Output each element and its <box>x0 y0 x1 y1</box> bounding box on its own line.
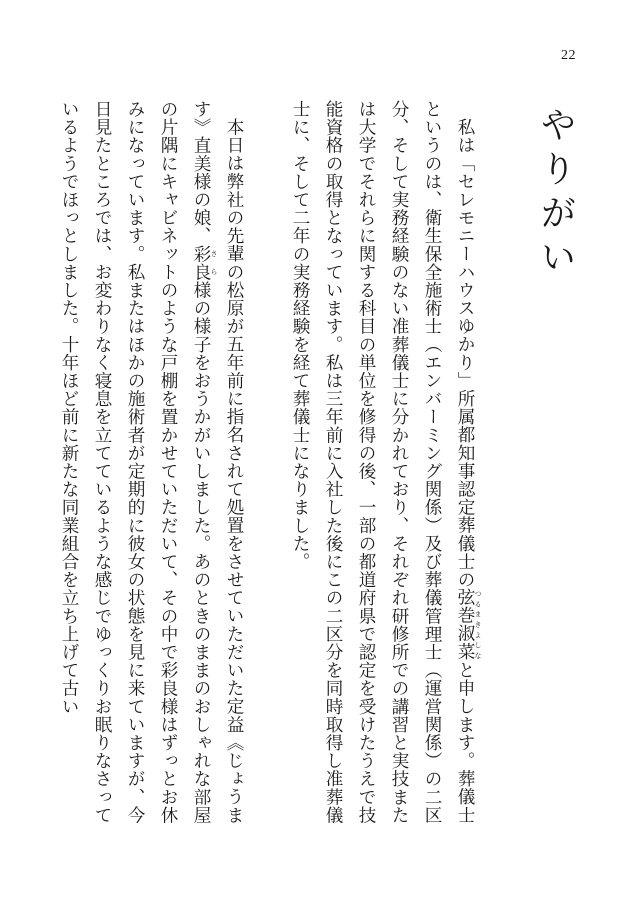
paragraph-1-text-b: と申します。葬儀士というのは、衛生保全施術士（エンバーミング関係）及び葬儀管理士（運営関係）の二区分、そして実務経験のない准葬儀士に分かれており、それぞれ研修所での講習と実技または大学でそれらに関する科目の単位を修得の後、一部の都道府県で認定を受けたうえで技能資格の取得となっています。私は三年前に入社した後にこの二区分を同時取得し准葬儀士に、そして二年の実務経験を経て葬儀士になりました。 <box>290 100 475 824</box>
paragraph-2 <box>52 100 250 840</box>
paragraph-2-text-a: 本日は弊社の先輩の松原が五年前に指名されて処置をさせていただいた定益《じょうます》直美様の娘、 <box>191 100 244 824</box>
ruby-base-tsurumaki: 弦巻淑菜 <box>455 588 475 661</box>
paragraph-2-text-b: 様の様子をおうかがいしました。あのときのままのおしゃれな部屋の片隅にキャビネットのような戸棚を置かせていただいて、その中で彩良様はずっとお休みになっています。私またはほかの施術者が定期的に彼女の状態を見に来ていますが、今日見たところでは、お変わりなく寝息を立てているような感じでゆっくりお眠りなさっているようでほっとしました。十年ほど前に新たな同業組合を立ち上げて古い <box>59 100 211 825</box>
paragraph-1-text-a: 私は「セレモニーハウスゆかり」所属都知事認定葬儀士の <box>455 117 475 589</box>
ruby-reading-sara: さら <box>210 244 218 282</box>
page-number: 22 <box>561 48 576 63</box>
vertical-text-page <box>58 100 578 840</box>
name-ruby-sara <box>191 244 218 282</box>
ruby-base-sara: 彩良 <box>191 244 211 282</box>
ruby-reading-tsurumaki: つるまきよしな <box>474 588 482 661</box>
name-ruby-tsurumaki <box>455 588 482 661</box>
paragraph-1 <box>283 100 482 840</box>
chapter-title: やりがい <box>535 106 576 282</box>
